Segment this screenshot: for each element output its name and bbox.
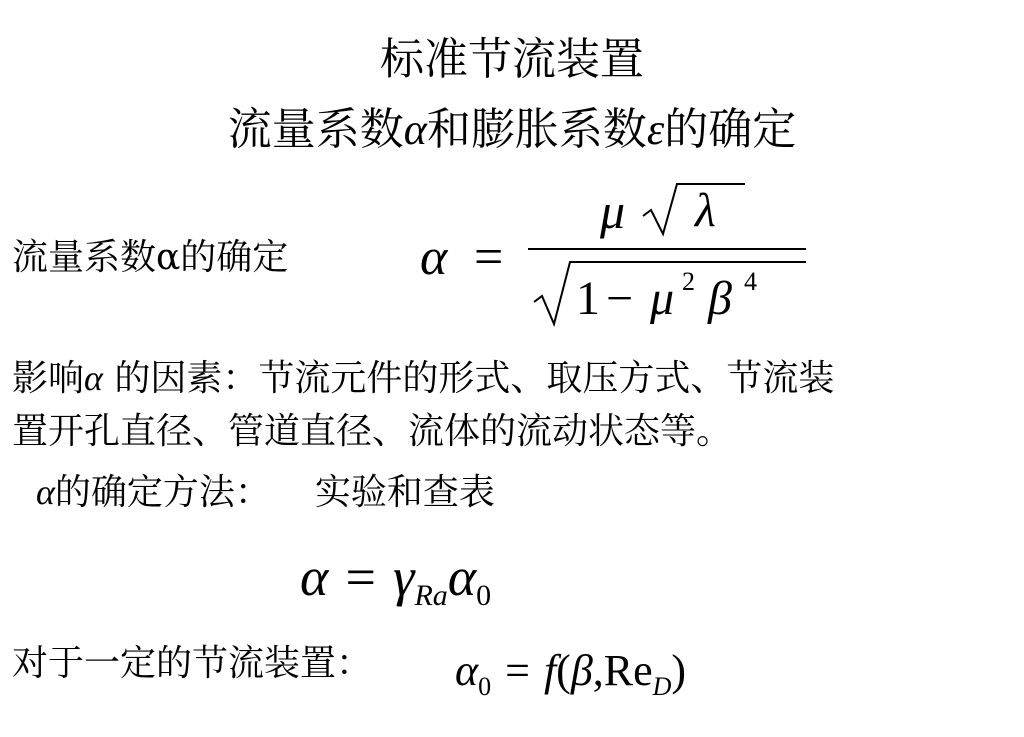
formula1-denominator	[532, 258, 806, 340]
title-alpha-symbol: α	[403, 105, 427, 154]
formula3-open-paren: (	[556, 646, 571, 695]
formula1-den-one: 1	[576, 272, 600, 325]
factors-prefix: 影响	[12, 358, 85, 399]
formula1-den-mu: μ	[650, 272, 675, 325]
device-label: 对于一定的节流装置：	[12, 643, 373, 684]
title-epsilon-symbol: ε	[646, 105, 665, 154]
base-coeff-formula	[455, 645, 686, 702]
correction-formula	[300, 545, 491, 613]
formula1-equals: =	[474, 229, 504, 286]
factors-text: 的因素：节流元件的形式、取压方式、节流装	[102, 358, 835, 399]
title-line-2	[0, 100, 1024, 160]
formula3-comma: ,	[592, 646, 604, 695]
formula2-gamma-subscript: Ra	[414, 579, 448, 612]
formula1-num-mu: μ	[600, 183, 626, 239]
formula2-lhs: α	[300, 547, 329, 607]
formula3-lhs-subscript: 0	[478, 672, 492, 701]
formula1-den-minus: −	[606, 272, 634, 325]
formula1-num-lambda: λ	[695, 184, 716, 237]
formula1-den-beta-exponent: 4	[744, 267, 757, 296]
sqrt-sign-icon	[532, 258, 806, 328]
title-expansion-coeff-text: 和膨胀系数	[426, 104, 647, 155]
flow-coeff-formula	[420, 180, 820, 330]
formula1-lhs: α	[420, 229, 448, 286]
method-line	[36, 470, 495, 515]
method-label: 的确定方法：	[54, 472, 271, 513]
method-value: 实验和查表	[314, 472, 495, 513]
formula2-gamma: γ	[393, 547, 415, 607]
formula3-lhs: α	[455, 646, 479, 695]
formula1-den-mu-exponent: 2	[682, 267, 695, 296]
flow-coeff-label: 流量系数α的确定	[12, 237, 289, 278]
formula2-alpha-subscript: 0	[476, 579, 492, 612]
factors-line-1	[12, 356, 834, 401]
factors-alpha-symbol: α	[84, 358, 103, 398]
formula2-equals: =	[345, 547, 376, 607]
formula1-fraction-bar	[528, 248, 806, 250]
formula3-beta: β	[570, 646, 593, 695]
formula2-alpha: α	[447, 547, 477, 607]
factors-line-2: 置开孔直径、管道直径、流体的流动状态等。	[12, 411, 733, 452]
formula3-function: f	[543, 646, 557, 695]
formula3-reynolds: Re	[603, 646, 653, 695]
formula3-close-paren: )	[671, 646, 687, 695]
title-determination-text: 的确定	[664, 104, 797, 155]
title-line-1: 标准节流装置	[380, 34, 644, 85]
sqrt-sign-icon	[641, 180, 745, 238]
method-alpha-symbol: α	[36, 472, 55, 512]
title-flow-coeff-text: 流量系数	[227, 104, 404, 155]
formula1-numerator	[600, 180, 745, 240]
formula3-reynolds-subscript: D	[652, 672, 672, 701]
formula3-equals: =	[505, 646, 530, 695]
formula1-den-beta: β	[708, 272, 732, 325]
